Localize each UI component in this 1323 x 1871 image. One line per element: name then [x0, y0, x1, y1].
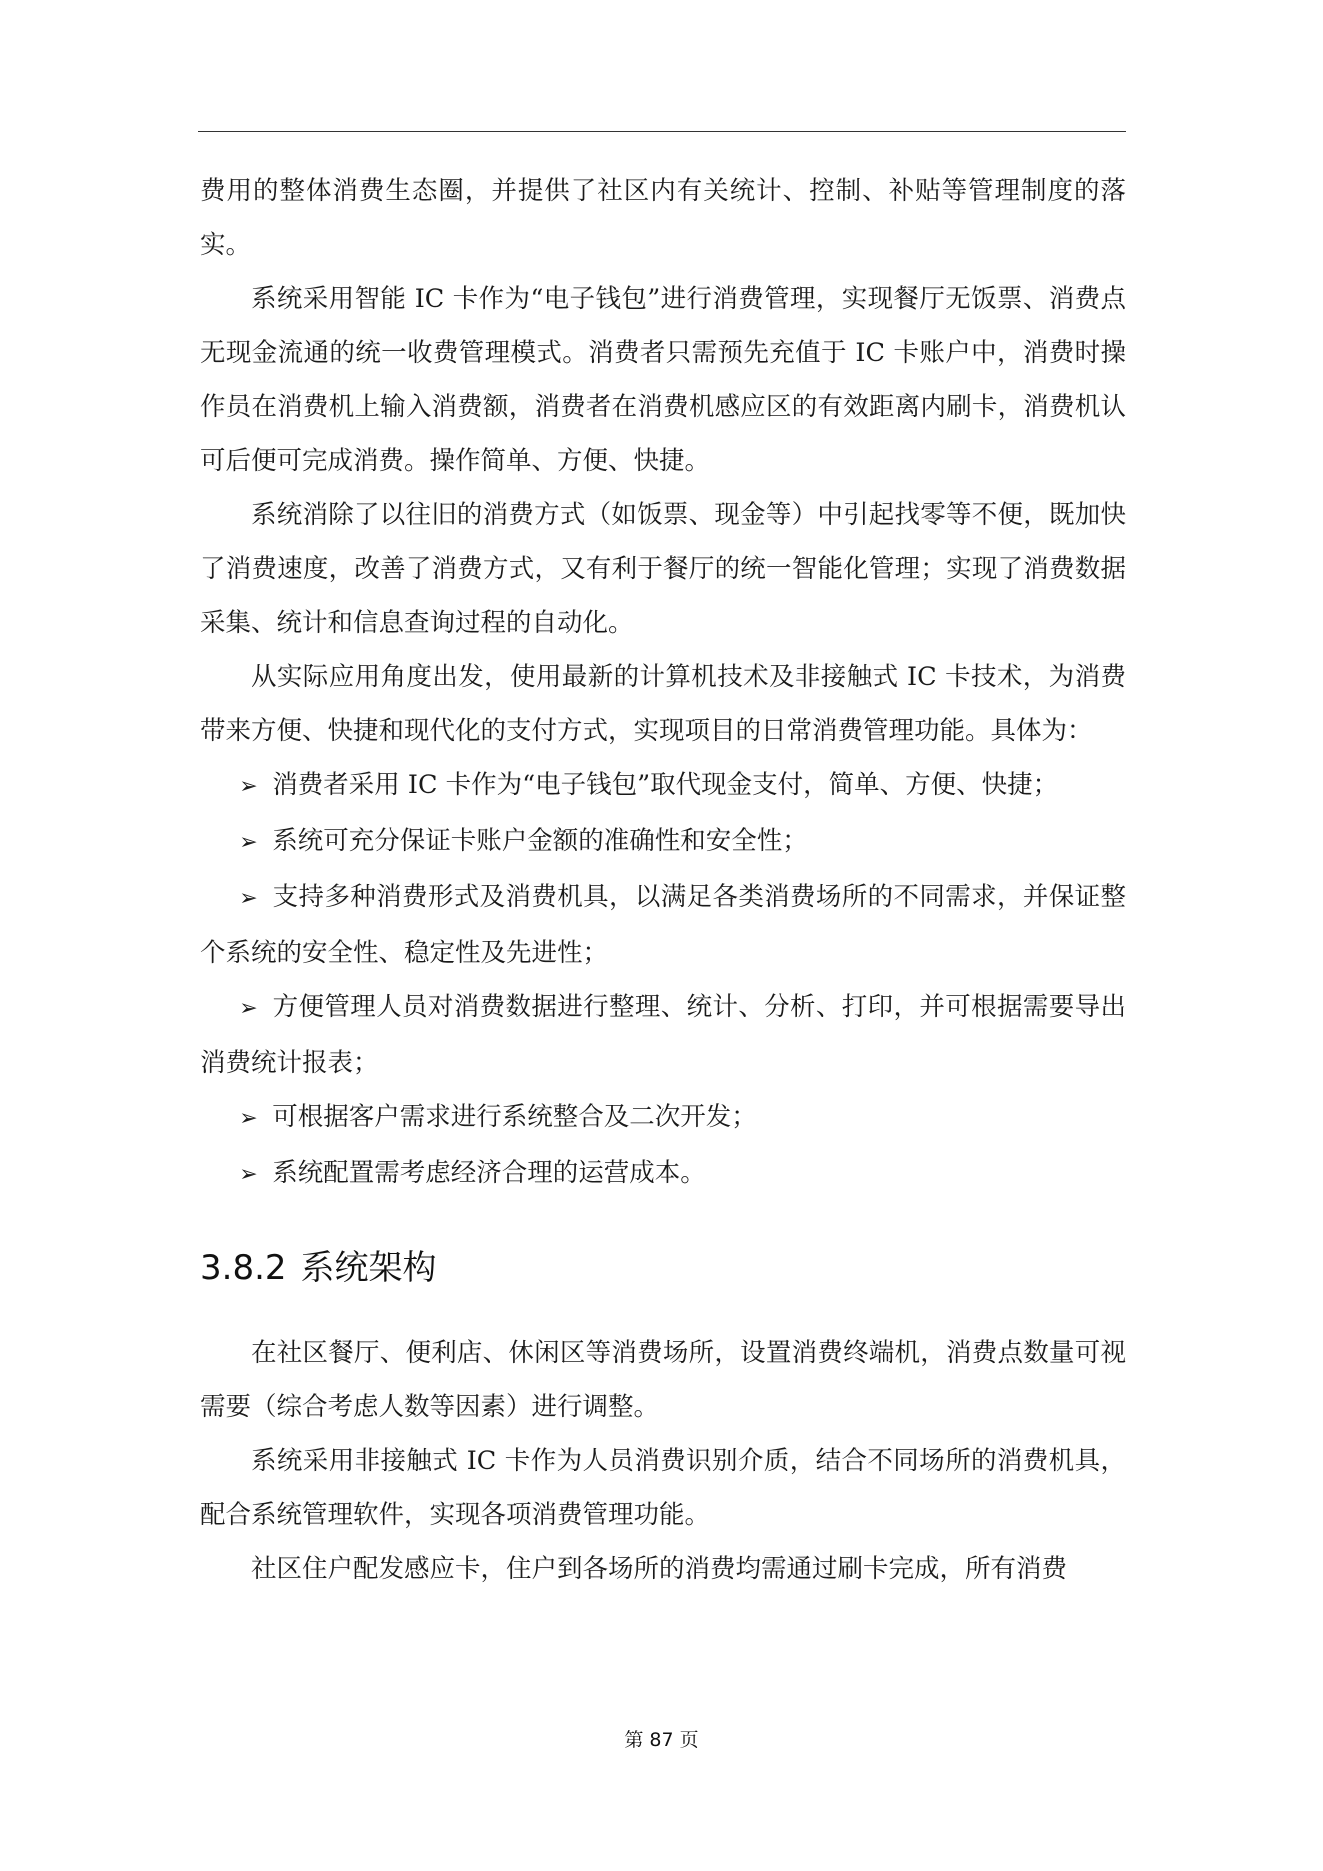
feature-list — [200, 758, 1126, 1202]
paragraph: 系统消除了以往旧的消费方式（如饭票、现金等）中引起找零等不便，既加快了消费速度，改善了消费方式，又有利于餐厅的统一智能化管理；实现了消费数据采集、统计和信息查询过程的自动化。 — [200, 500, 1126, 638]
list-item — [200, 980, 1126, 1090]
arrowhead-bullet-icon: ➢ — [239, 774, 258, 799]
list-item-text: 消费者采用 IC 卡作为“电子钱包”取代现金支付，简单、方便、快捷； — [272, 770, 1059, 800]
arrowhead-bullet-icon: ➢ — [239, 996, 258, 1021]
list-item — [200, 1146, 1126, 1202]
arrowhead-bullet-icon: ➢ — [239, 830, 258, 855]
section-heading — [200, 1240, 1126, 1296]
paragraph-continued: 费用的整体消费生态圈，并提供了社区内有关统计、控制、补贴等管理制度的落实。 — [200, 176, 1126, 260]
list-item — [200, 758, 1126, 814]
paragraph: 系统采用智能 IC 卡作为“电子钱包”进行消费管理，实现餐厅无饭票、消费点无现金流通的统一收费管理模式。消费者只需预先充值于 IC 卡账户中，消费时操作员在消费机上输入消费额，消费者在消费机感应区的有效距离内刷卡，消费机认可后便可完成消费。操作简单、方便、快捷。 — [200, 284, 1126, 476]
section-number: 3.8.2 — [200, 1248, 287, 1288]
list-item-text: 方便管理人员对消费数据进行整理、统计、分析、打印，并可根据需要导出消费统计报表； — [200, 992, 1126, 1078]
paragraph: 系统采用非接触式 IC 卡作为人员消费识别介质，结合不同场所的消费机具，配合系统管理软件，实现各项消费管理功能。 — [200, 1446, 1126, 1530]
list-item-text: 系统可充分保证卡账户金额的准确性和安全性； — [272, 826, 808, 856]
page-content — [200, 164, 1126, 1596]
list-item — [200, 870, 1126, 980]
page-number: 第 87 页 — [624, 1729, 699, 1751]
arrowhead-bullet-icon: ➢ — [239, 1106, 258, 1131]
arrowhead-bullet-icon: ➢ — [239, 1162, 258, 1187]
header-rule — [198, 131, 1126, 132]
list-item-text: 支持多种消费形式及消费机具，以满足各类消费场所的不同需求，并保证整个系统的安全性、稳定性及先进性； — [200, 882, 1126, 968]
paragraph: 在社区餐厅、便利店、休闲区等消费场所，设置消费终端机，消费点数量可视需要（综合考虑人数等因素）进行调整。 — [200, 1338, 1126, 1422]
list-item — [200, 1090, 1126, 1146]
section-title: 系统架构 — [300, 1248, 437, 1288]
list-item — [200, 814, 1126, 870]
paragraph: 从实际应用角度出发，使用最新的计算机技术及非接触式 IC 卡技术，为消费带来方便、快捷和现代化的支付方式，实现项目的日常消费管理功能。具体为： — [200, 662, 1126, 746]
paragraph: 社区住户配发感应卡，住户到各场所的消费均需通过刷卡完成，所有消费 — [251, 1554, 1068, 1584]
list-item-text: 可根据客户需求进行系统整合及二次开发； — [272, 1102, 757, 1132]
arrowhead-bullet-icon: ➢ — [239, 886, 258, 911]
list-item-text: 系统配置需考虑经济合理的运营成本。 — [272, 1158, 706, 1188]
